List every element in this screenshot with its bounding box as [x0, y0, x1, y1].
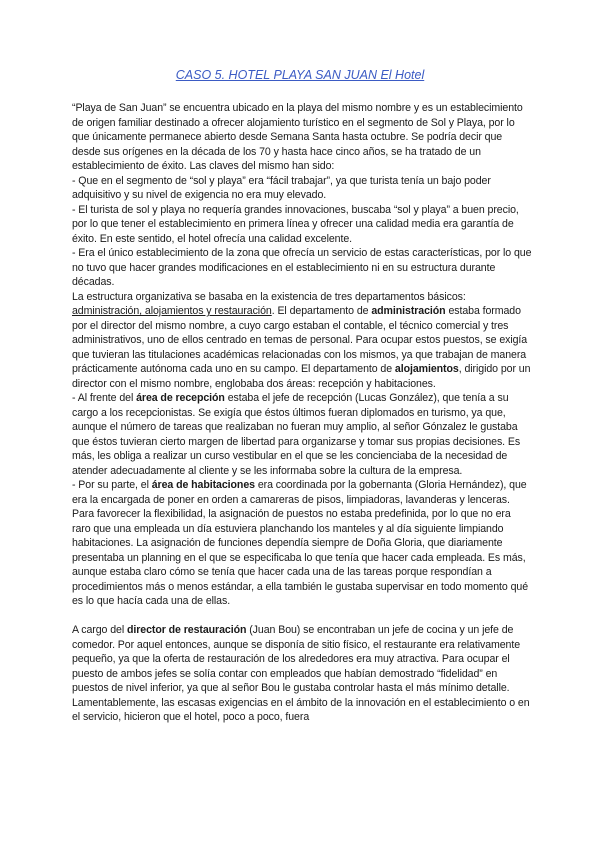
- paragraph-intro: “Playa de San Juan” se encuentra ubicado en la playa del mismo nombre y es un establecimiento de origen familiar destinado a ofrecer alojamiento turístico en el segmento de Sol y Playa, por lo que únicamente permanece abierto desde Semana Santa hasta octubre. Se podría decir que desde sus orígenes en la década de los 70 y hasta hace cinco años, se ha tratado de un establecimiento de éxito. Las claves del mismo han sido:: [72, 102, 523, 172]
- text-run: - Al frente del: [72, 392, 137, 404]
- text-run: , dirigido por un director con el mismo nombre, englobaba dos áreas: recepción y habitaciones.: [72, 363, 531, 390]
- paragraph-habitaciones: [72, 478, 532, 609]
- bold-administracion: administración: [371, 305, 446, 317]
- text-run: (Juan Bou) se encontraban un jefe de cocina y un jefe de comedor. Por aquel entonces, aunque se disponía de sitio físico, el restaurante era relativamente pequeño, ya que la oferta de restauración de los alrededores era muy atractiva. Para ocupar el puesto de ambos jefes se solía contar con empleados que habían demostrado “fidelidad” en puestos de nivel inferior, ya que al señor Bou le gustaba controlar hasta el más mínimo detalle. Lamentablemente, las escasas exigencias en el ámbito de la innovación en el establecimiento o en el servicio, hicieron que el hotel, poco a poco, fuera: [72, 624, 530, 723]
- departments-underlined: administración, alojamientos y restauración: [72, 305, 272, 317]
- paragraph-key-1: - Que en el segmento de “sol y playa” era “fácil trabajar”, ya que turista tenía un bajo poder adquisitivo y su nivel de exigencia no era muy elevado.: [72, 174, 491, 201]
- paragraph-key-3: - Era el único establecimiento de la zona que ofrecía un servicio de estas características, por lo que no tuvo que hacer grandes modificaciones en el establecimiento ni en su estructura durante décadas.: [72, 247, 532, 288]
- text-run: La estructura organizativa se basaba en la existencia de tres departamentos básicos:: [72, 290, 466, 303]
- paragraph-restauracion: [72, 623, 532, 725]
- bold-area-habitaciones: área de habitaciones: [151, 479, 255, 491]
- paragraph-recepcion: [72, 391, 532, 478]
- case-title: CASO 5. HOTEL PLAYA SAN JUAN El Hotel: [175, 68, 425, 82]
- document-body: [72, 101, 532, 725]
- text-run: - Por su parte, el: [72, 479, 152, 491]
- text-run: A cargo del: [72, 624, 127, 636]
- paragraph-structure: [72, 290, 532, 392]
- text-run: estaba formado por el director del mismo nombre, a cuyo cargo estaban el contable, el técnico comercial y tres administrativos, uno de ellos centrado en temas de personal. Para ocupar estos puestos, se exigía que tuvieran las titulaciones académicas relacionadas con los mismos, ya que trabajan de manera prácticamente autónoma cada uno en su campo. El departamento de: [72, 305, 528, 375]
- paragraph-gap: [72, 609, 532, 624]
- paragraph-key-2: - El turista de sol y playa no requería grandes innovaciones, buscaba “sol y playa” a buen precio, por lo que tener el establecimiento en primera línea y ofrecer una calidad media era garantía de éxito. En este sentido, el hotel ofrecía una calidad excelente.: [72, 203, 519, 245]
- bold-area-recepcion: área de recepción: [136, 392, 225, 404]
- text-run: . El departamento de: [271, 305, 372, 317]
- text-run: estaba el jefe de recepción (Lucas González), que tenía a su cargo a los recepcionistas. Se exigía que éstos últimos fueran diplomados en turismo, ya que, aunque el número de tareas que realizaban no fueran muy amplio, al señor Gónzalez le gustaba que éstos tuvieran cierto margen de libertad para organizarse y tomar sus propias decisiones. Es más, les obliga a realizar un curso vestibular en el que se les concienciaba de la necesidad de atender adecuadamente al cliente y se les informaba sobre la cultura de la empresa.: [72, 392, 521, 477]
- text-run: era coordinada por la gobernanta (Gloria Hernández), que era la encargada de poner en orden a camareras de pisos, limpiadoras, lavanderas y lenceras. Para favorecer la flexibilidad, la asignación de puestos no estaba predefinida, por lo que no era raro que una empleada un día estuviera planchando los manteles y al día siguiente limpiando habitaciones. La asignación de funciones dependía siempre de Doña Gloria, que diariamente presentaba un planning en el que se especificaba lo que tenía que hacer cada empleada. Es más, aunque estaba claro cómo se tenía que hacer cada una de las tareas porque respondían a procedimientos más o menos estándar, a ella también le gustaba supervisar en todo momento qué es lo que hacía cada una de ellas.: [72, 479, 529, 607]
- bold-director-restauracion: director de restauración: [127, 624, 247, 636]
- bold-alojamientos: alojamientos: [394, 363, 459, 375]
